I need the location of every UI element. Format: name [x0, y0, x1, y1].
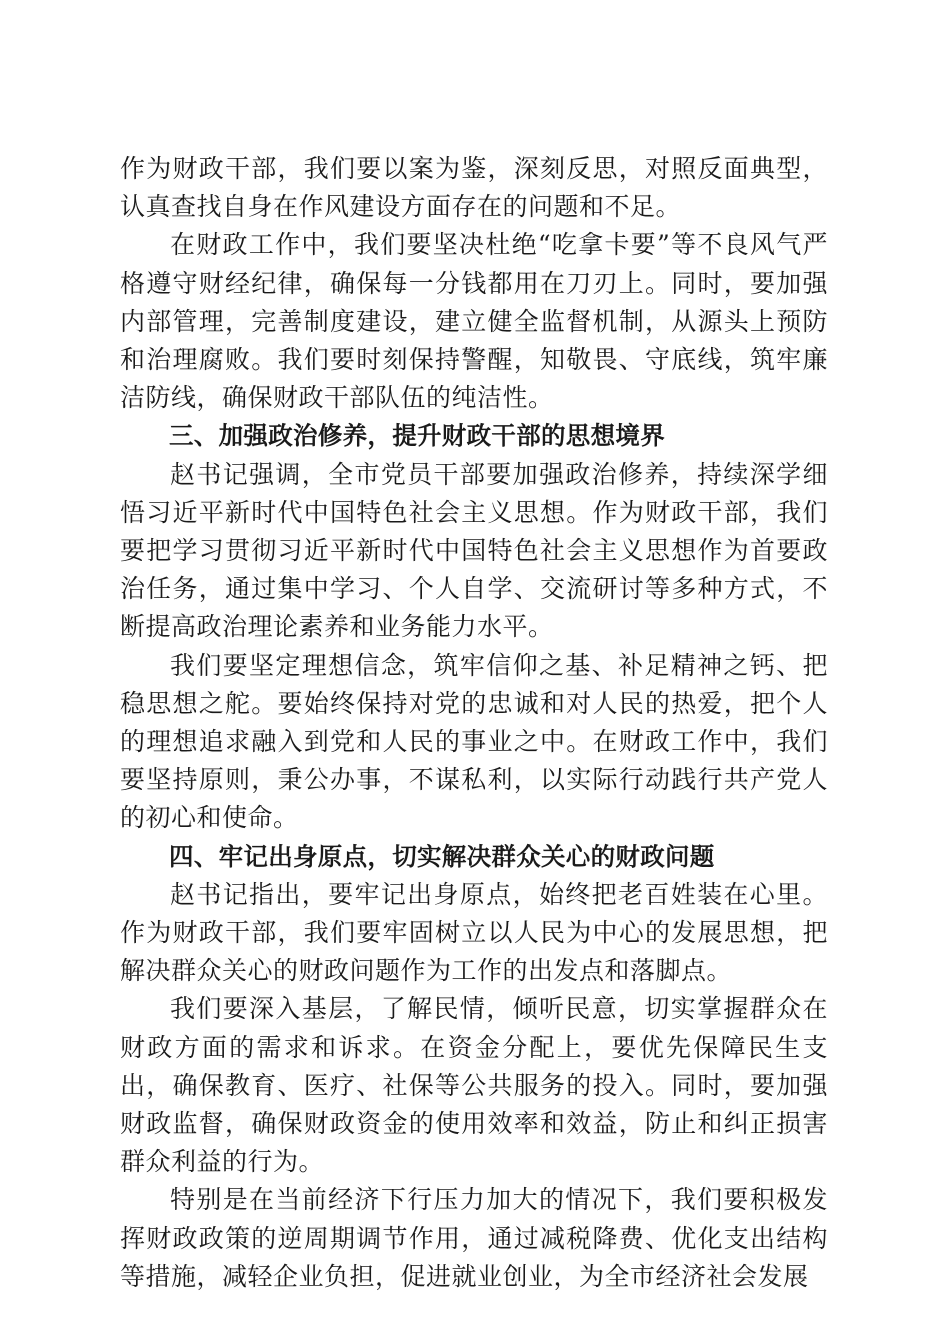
- section-heading-3: 三、加强政治修养，提升财政干部的思想境界: [169, 421, 665, 451]
- section-heading-4: 四、牢记出身原点，切实解决群众关心的财政问题: [169, 841, 715, 871]
- paragraph-political-study: 赵书记强调，全市党员干部要加强政治修养，持续深学细悟习近平新时代中国特色社会主义思想。作为财政干部，我们要把学习贯彻习近平新时代中国特色社会主义思想作为首要政治任务，通过集中学习、个人自学、交流研讨等多种方式，不断提高政治理论素养和业务能力水平。: [120, 459, 828, 642]
- document-page: [120, 150, 828, 1296]
- paragraph-discipline: 在财政工作中，我们要坚决杜绝“吃拿卡要”等不良风气严格遵守财经纪律，确保每一分钱都用在刀刃上。同时，要加强内部管理，完善制度建设，建立健全监督机制，从源头上预防和治理腐败。我们要时刻保持警醒，知敬畏、守底线，筑牢廉洁防线，确保财政干部队伍的纯洁性。: [120, 230, 828, 413]
- paragraph-ideals: 我们要坚定理想信念，筑牢信仰之基、补足精神之钙、把稳思想之舵。要始终保持对党的忠诚和对人民的热爱，把个人的理想追求融入到党和人民的事业之中。在财政工作中，我们要坚持原则，秉公办事，不谋私利，以实际行动践行共产党人的初心和使命。: [120, 650, 828, 833]
- paragraph-grassroots: 我们要深入基层，了解民情，倾听民意，切实掌握群众在财政方面的需求和诉求。在资金分配上，要优先保障民生支出，确保教育、医疗、社保等公共服务的投入。同时，要加强财政监督，确保财政资金的使用效率和效益，防止和纠正损害群众利益的行为。: [120, 994, 828, 1177]
- paragraph-origin: 赵书记指出，要牢记出身原点，始终把老百姓装在心里。作为财政干部，我们要牢固树立以人民为中心的发展思想，把解决群众关心的财政问题作为工作的出发点和落脚点。: [120, 879, 828, 986]
- paragraph-fiscal-policy: 特别是在当前经济下行压力加大的情况下，我们要积极发挥财政政策的逆周期调节作用，通过减税降费、优化支出结构等措施，减轻企业负担，促进就业创业，为全市经济社会发展: [120, 1185, 828, 1291]
- paragraph-continued: 作为财政干部，我们要以案为鉴，深刻反思，对照反面典型，认真查找自身在作风建设方面存在的问题和不足。: [120, 154, 828, 222]
